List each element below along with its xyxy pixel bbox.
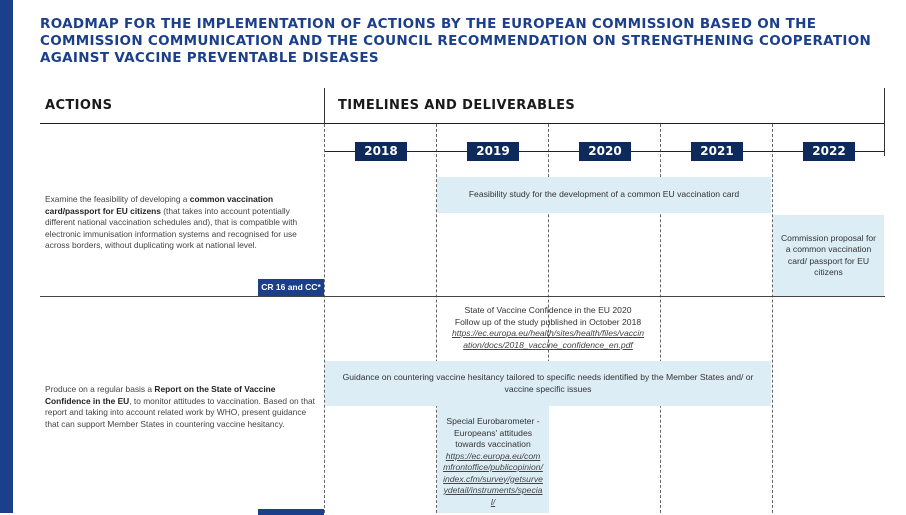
row-separator — [40, 296, 885, 297]
year-2019: 2019 — [467, 142, 519, 161]
guidance-box: Guidance on countering vaccine hesitancy tailored to specific needs identified by the Member States and/ or vaccine specific issues — [325, 361, 771, 406]
header-rule — [40, 123, 885, 124]
actions-header: ACTIONS — [45, 98, 113, 113]
timelines-header: TIMELINES AND DELIVERABLES — [338, 98, 576, 113]
column-line-2022 — [772, 124, 773, 513]
confidence-study-link[interactable]: https://ec.europa.eu/health/sites/health/files/vaccination/docs/2018_vaccine_confidence_en.pdf — [451, 328, 645, 350]
header-divider — [324, 88, 325, 124]
feasibility-study-box: Feasibility study for the development of a common EU vaccination card — [437, 177, 771, 213]
year-2018: 2018 — [355, 142, 407, 161]
action-vaccine-confidence-report: Produce on a regular basis a Report on the State of Vaccine Confidence in the EU, to monitor attitudes to vaccination. Based on that report and taking into account related work by WHO, present guidance that can support Member States in countering vaccine hesitancy. — [45, 384, 315, 429]
action-vaccination-card: Examine the feasibility of developing a common vaccination card/passport for EU citizens (that takes into account potentially different national vaccination schedules and), that is compatible with electronic immunisation information systems and recognised for use across borders, without duplicating work at national level. — [45, 194, 298, 250]
vaccine-confidence-2020: State of Vaccine Confidence in the EU 2020 Follow up of the study published in October 2018 https://ec.europa.eu/health/sites/health/files/vaccination/docs/2018_vaccine_confidence_en.pdf — [437, 305, 659, 351]
year-2021: 2021 — [691, 142, 743, 161]
reference-badge-row1: CR 16 and CC* — [258, 279, 324, 296]
reference-badge-row2 — [258, 509, 324, 515]
column-line-actions — [324, 124, 325, 513]
eurobarometer-box: Special Eurobarometer - Europeans' attitudes towards vaccination https://ec.europa.eu/commfrontoffice/publicopinion/index.cfm/survey/getsurveydetail/instruments/special/ — [437, 406, 549, 513]
right-border — [884, 88, 885, 156]
year-2020: 2020 — [579, 142, 631, 161]
year-2022: 2022 — [803, 142, 855, 161]
page-title: ROADMAP FOR THE IMPLEMENTATION OF ACTIONS BY THE EUROPEAN COMMISSION BASED ON THE COMMISSION COMMUNICATION AND THE COUNCIL RECOMMENDATION ON STRENGTHENING COOPERATION AGAINST VACCINE PREVENTABLE DISEASES — [40, 16, 872, 66]
commission-proposal-box: Commission proposal for a common vaccination card/ passport for EU citizens — [773, 215, 884, 296]
left-accent-bar — [0, 0, 13, 513]
eurobarometer-link[interactable]: https://ec.europa.eu/commfrontoffice/publicopinion/index.cfm/survey/getsurveydetail/instruments/special/ — [443, 450, 543, 507]
